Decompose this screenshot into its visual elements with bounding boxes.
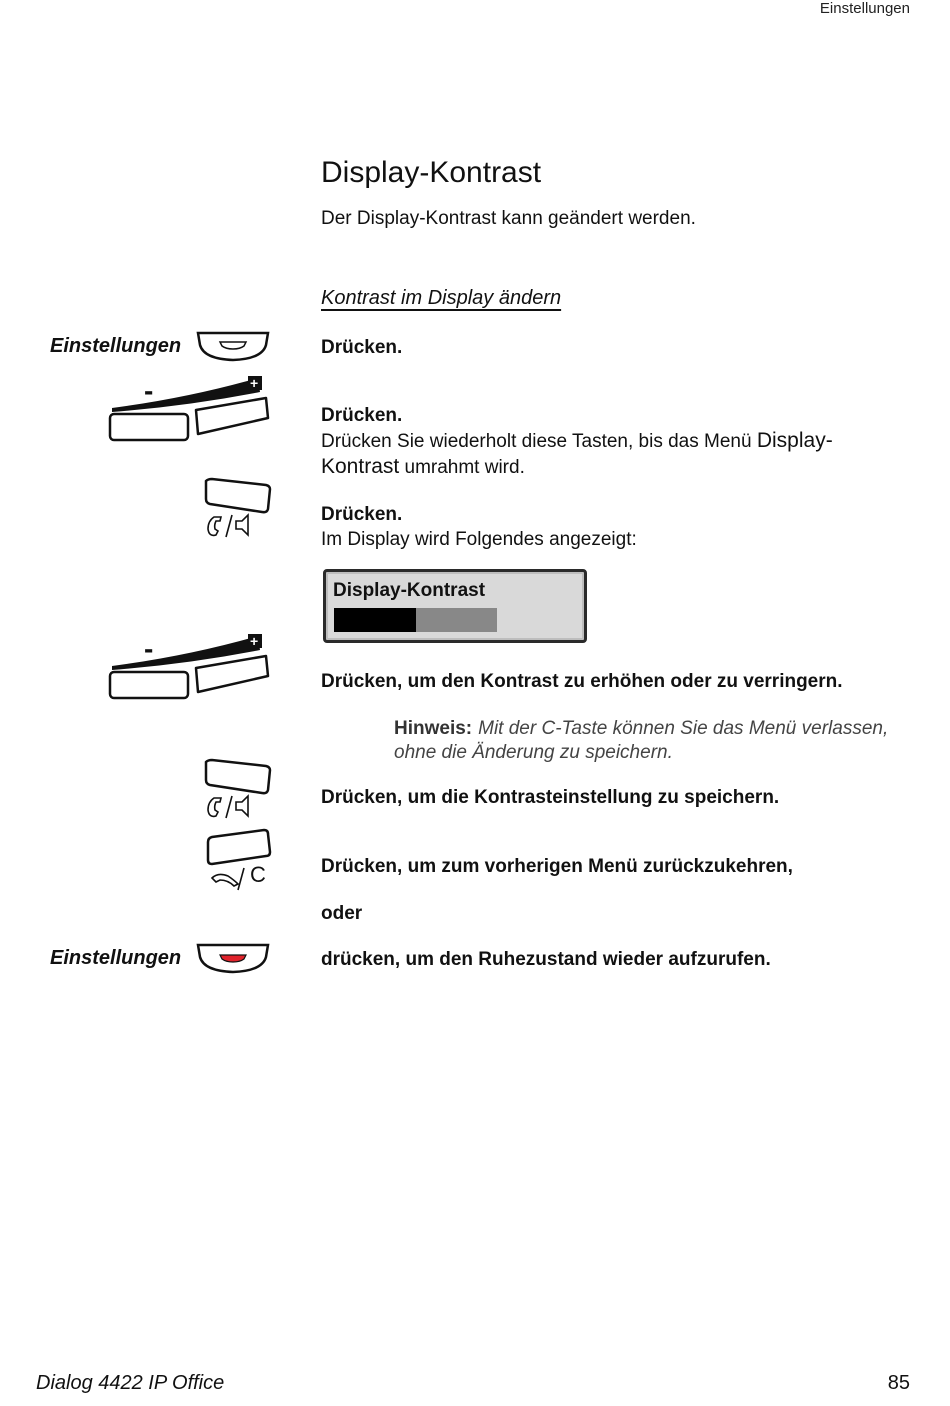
ok-speaker-key-icon <box>204 477 274 539</box>
section-subheading: Kontrast im Display ändern <box>321 287 562 309</box>
contrast-bar-fill <box>334 608 416 632</box>
step2-instruction: Drücken. <box>321 405 403 426</box>
step4-instruction: Drücken, um den Kontrast zu erhöhen oder zu verringern. <box>321 671 843 692</box>
step3-description: Im Display wird Folgendes angezeigt: <box>321 529 637 550</box>
page-number: 85 <box>887 1372 910 1394</box>
page-title: Display-Kontrast <box>321 156 542 189</box>
settings-key-label: Einstellungen <box>50 335 182 357</box>
svg-text:-: - <box>144 375 154 406</box>
step6-instruction: Drücken, um zum vorherigen Menü zurückzukehren, <box>321 856 793 877</box>
svg-text:+: + <box>250 633 259 649</box>
display-screen <box>323 569 587 643</box>
display-screen-title: Display-Kontrast <box>333 580 486 601</box>
svg-text:-: - <box>144 633 154 664</box>
intro-text: Der Display-Kontrast kann geändert werden. <box>321 208 696 229</box>
minus-plus-keys-icon <box>108 630 272 700</box>
step7-instruction: drücken, um den Ruhezustand wieder aufzurufen. <box>321 949 771 970</box>
step5-instruction: Drücken, um die Kontrasteinstellung zu speichern. <box>321 787 780 808</box>
step1-instruction: Drücken. <box>321 337 403 358</box>
svg-text:+: + <box>250 375 259 391</box>
clear-symbol: C <box>250 862 266 887</box>
or-text: oder <box>321 903 363 924</box>
contrast-bar <box>334 608 497 632</box>
ok-speaker-key-icon <box>204 758 274 820</box>
note-text-line2: ohne die Änderung zu speichern. <box>394 742 673 763</box>
note <box>394 717 924 765</box>
running-header: Einstellungen <box>819 0 910 17</box>
minus-plus-keys-icon <box>108 372 272 442</box>
settings-key-icon <box>196 331 270 363</box>
step3-instruction: Drücken. <box>321 504 403 525</box>
settings-key-red-icon <box>196 943 270 975</box>
clear-key-icon <box>204 828 274 892</box>
note-label: Hinweis: <box>394 718 473 739</box>
note-text-line1: Mit der C-Taste können Sie das Menü verlassen, <box>478 718 889 739</box>
step2-description: Drücken Sie wiederholt diese Tasten, bis das Menü Display- Kontrast umrahmt wird. <box>321 429 833 478</box>
footer-product: Dialog 4422 IP Office <box>36 1372 225 1394</box>
settings-key-label: Einstellungen <box>50 947 182 969</box>
